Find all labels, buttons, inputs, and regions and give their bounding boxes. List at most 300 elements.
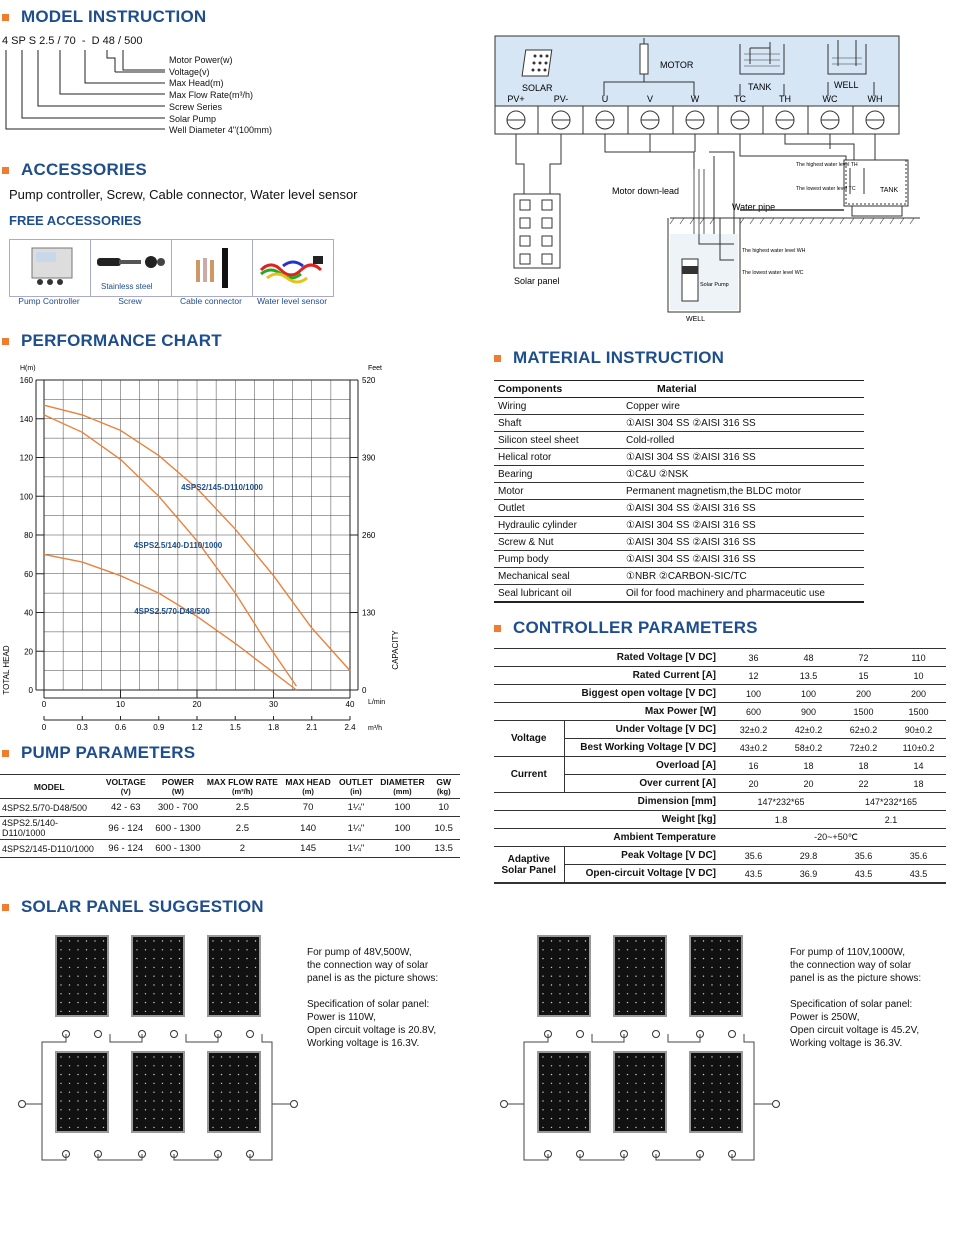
cell-dot (551, 1109, 552, 1110)
pump-cell: 96 - 124 (99, 840, 153, 858)
cell-dot (162, 984, 163, 985)
cell-dot (255, 940, 256, 941)
cell-dot (238, 976, 239, 977)
cell-dot (60, 1127, 61, 1128)
material-value: ①C&U ②NSK (622, 466, 864, 483)
cell-dot (103, 984, 104, 985)
cell-dot (94, 1002, 95, 1003)
solar-panel-icon (56, 1052, 108, 1132)
cell-dot (179, 967, 180, 968)
cell-dot (711, 1065, 712, 1066)
cell-dot (618, 949, 619, 950)
acc-label-sensor: Water level sensor (256, 296, 328, 306)
cell-dot (162, 1074, 163, 1075)
cell-dot (221, 1074, 222, 1075)
cell-dot (542, 1100, 543, 1101)
cell-dot (103, 940, 104, 941)
material-component: Outlet (494, 500, 622, 517)
pump-row (0, 799, 460, 817)
cell-dot (229, 1002, 230, 1003)
cell-dot (576, 940, 577, 941)
cell-dot (720, 1074, 721, 1075)
cell-dot (635, 967, 636, 968)
cell-dot (136, 1092, 137, 1093)
cell-dot (551, 949, 552, 950)
cell-dot (77, 949, 78, 950)
cell-dot (221, 1127, 222, 1128)
cell-dot (212, 967, 213, 968)
cell-dot (221, 940, 222, 941)
cell-dot (86, 1011, 87, 1012)
cell-dot (246, 1118, 247, 1119)
cell-dot (60, 984, 61, 985)
terminal-wc: WC (822, 94, 838, 104)
cell-dot (136, 984, 137, 985)
cell-dot (255, 1011, 256, 1012)
cell-dot (229, 984, 230, 985)
cell-dot (246, 1100, 247, 1101)
cell-dot (728, 1002, 729, 1003)
cell-dot (618, 976, 619, 977)
cell-dot (221, 1065, 222, 1066)
material-row (494, 534, 864, 551)
terminal-u: U (601, 94, 609, 104)
cell-dot (652, 1083, 653, 1084)
cell-dot (170, 949, 171, 950)
cell-dot (246, 949, 247, 950)
cell-dot (576, 976, 577, 977)
cell-dot (179, 1083, 180, 1084)
pump-cell: 4SPS2.5/70-D48/500 (0, 799, 99, 817)
cell-dot (179, 958, 180, 959)
cell-dot (153, 1002, 154, 1003)
cell-dot (94, 1100, 95, 1101)
cell-dot (618, 1065, 619, 1066)
cell-dot (246, 984, 247, 985)
y-tick-label: 60 (24, 569, 33, 579)
material-component: Bearing (494, 466, 622, 483)
water-level-sensor-image (252, 239, 334, 297)
material-row (494, 466, 864, 483)
cell-dot (229, 958, 230, 959)
cell-dot (153, 1074, 154, 1075)
cell-dot (711, 1083, 712, 1084)
cell-dot (551, 1100, 552, 1101)
solar-panel-icon (132, 1052, 184, 1132)
cell-dot (86, 1100, 87, 1101)
cell-dot (568, 984, 569, 985)
cell-dot (77, 967, 78, 968)
cell-dot (162, 1011, 163, 1012)
cell-dot (255, 1083, 256, 1084)
cell-dot (69, 940, 70, 941)
cell-dot (153, 1092, 154, 1093)
cell-dot (77, 1002, 78, 1003)
cell-dot (618, 967, 619, 968)
cell-dot (255, 1074, 256, 1075)
pump-cell: 4SPS2.5/140-D110/1000 (0, 817, 99, 840)
cell-dot (618, 1083, 619, 1084)
cell-dot (568, 1092, 569, 1093)
pump-header-unit: (in) (350, 787, 362, 796)
cell-dot (618, 1118, 619, 1119)
cell-dot (94, 1056, 95, 1057)
cell-dot (568, 1118, 569, 1119)
cell-dot (711, 949, 712, 950)
cell-dot (238, 940, 239, 941)
cell-dot (720, 940, 721, 941)
y-tick-label: 100 (19, 492, 33, 502)
cell-dot (69, 1002, 70, 1003)
cell-dot (145, 993, 146, 994)
cell-dot (77, 1118, 78, 1119)
cell-dot (212, 993, 213, 994)
material-component: Screw & Nut (494, 534, 622, 551)
cell-dot (585, 1109, 586, 1110)
cell-dot (652, 1065, 653, 1066)
cell-dot (728, 949, 729, 950)
cell-dot (585, 1065, 586, 1066)
cell-dot (60, 940, 61, 941)
cell-dot (703, 967, 704, 968)
cell-dot (737, 958, 738, 959)
x2-tick-label: 1.8 (267, 723, 280, 732)
label-solar: SOLAR (522, 83, 553, 93)
cell-dot (585, 1118, 586, 1119)
pump-in-well (682, 259, 698, 301)
cell-dot (103, 1002, 104, 1003)
x2-unit-label: m³/h (368, 725, 382, 732)
cell-dot (711, 940, 712, 941)
section-solar: SOLAR PANEL SUGGESTION (2, 897, 264, 917)
cell-dot (145, 958, 146, 959)
pump-header (0, 775, 460, 799)
cell-dot (136, 1056, 137, 1057)
cell-dot (694, 1065, 695, 1066)
cell-dot (737, 1109, 738, 1110)
cell-dot (153, 958, 154, 959)
table-row: Rated Current [A] 12 13.5 15 10 (494, 667, 946, 685)
cell-dot (69, 1065, 70, 1066)
cell-dot (103, 949, 104, 950)
cell-dot (652, 967, 653, 968)
pump-cell: 10.5 (427, 817, 460, 840)
solar-panel-box (514, 194, 560, 268)
cell-dot (179, 1109, 180, 1110)
cell-dot (77, 1127, 78, 1128)
cell-dot (737, 1100, 738, 1101)
x-tick-label: 10 (116, 700, 125, 709)
cell-dot (170, 940, 171, 941)
cell-dot (145, 967, 146, 968)
cell-dot (711, 1100, 712, 1101)
cell-dot (737, 1011, 738, 1012)
cell-dot (559, 984, 560, 985)
cell-dot (179, 984, 180, 985)
cell-dot (103, 1109, 104, 1110)
cell-dot (559, 1011, 560, 1012)
cell-dot (711, 1109, 712, 1110)
cell-dot (221, 1118, 222, 1119)
section-model: MODEL INSTRUCTION (2, 7, 206, 27)
label-tank-box: TANK (880, 187, 899, 194)
cell-dot (551, 976, 552, 977)
cell-dot (728, 1127, 729, 1128)
material-row (494, 568, 864, 585)
cell-dot (635, 1083, 636, 1084)
cell-dot (576, 1118, 577, 1119)
cell-dot (136, 1118, 137, 1119)
cell-dot (661, 1002, 662, 1003)
cell-dot (246, 1074, 247, 1075)
cell-dot (737, 984, 738, 985)
cell-dot (103, 993, 104, 994)
material-component: Mechanical seal (494, 568, 622, 585)
y2-tick-label: 520 (362, 376, 376, 385)
acc-label-cable: Cable connector (180, 296, 242, 306)
cell-dot (661, 940, 662, 941)
y2-tick-label: 390 (362, 453, 376, 463)
cell-dot (568, 1002, 569, 1003)
cell-dot (694, 940, 695, 941)
cell-dot (86, 1065, 87, 1066)
cell-dot (162, 1065, 163, 1066)
cell-dot (246, 1011, 247, 1012)
label-motor-down-lead: Motor down-lead (612, 186, 680, 196)
cell-dot (229, 976, 230, 977)
cell-dot (542, 993, 543, 994)
cell-dot (728, 1011, 729, 1012)
cell-dot (103, 967, 104, 968)
solar-panel-icon (132, 936, 184, 1016)
cell-dot (644, 984, 645, 985)
cell-dot (179, 1002, 180, 1003)
cell-dot (77, 1092, 78, 1093)
cell-dot (703, 958, 704, 959)
cell-dot (238, 1118, 239, 1119)
cell-dot (221, 993, 222, 994)
cell-dot (238, 1074, 239, 1075)
cell-dot (728, 1092, 729, 1093)
cell-dot (542, 1127, 543, 1128)
cell-dot (627, 1083, 628, 1084)
cell-dot (162, 949, 163, 950)
label-pump: Solar Pump (700, 282, 729, 288)
cell-dot (145, 1011, 146, 1012)
cell-dot (720, 1109, 721, 1110)
cell-dot (711, 1118, 712, 1119)
cell-dot (136, 958, 137, 959)
pump-cell: 10 (427, 799, 460, 817)
cell-dot (238, 949, 239, 950)
cell-dot (644, 949, 645, 950)
pump-cell: 100 (378, 799, 428, 817)
wiring-diagram (494, 34, 924, 324)
cell-dot (238, 993, 239, 994)
cell-dot (145, 1083, 146, 1084)
terminal-icon (95, 1031, 102, 1038)
cell-dot (162, 993, 163, 994)
cell-dot (627, 949, 628, 950)
material-component: Silicon steel sheet (494, 432, 622, 449)
cell-dot (728, 1065, 729, 1066)
cell-dot (60, 1118, 61, 1119)
cell-dot (179, 1092, 180, 1093)
cell-dot (551, 1065, 552, 1066)
cell-dot (720, 958, 721, 959)
cell-dot (568, 1100, 569, 1101)
y-tick-label: 0 (28, 686, 33, 695)
pump-cell: 145 (282, 840, 335, 858)
cell-dot (585, 1092, 586, 1093)
material-component: Motor (494, 483, 622, 500)
cell-dot (60, 949, 61, 950)
x2-tick-label: 0.6 (114, 723, 127, 732)
cell-dot (212, 949, 213, 950)
cell-dot (568, 1127, 569, 1128)
cell-dot (94, 993, 95, 994)
cell-dot (170, 1083, 171, 1084)
cell-dot (238, 958, 239, 959)
cell-dot (229, 993, 230, 994)
terminal-th: TH (779, 94, 791, 104)
pump-controller-image (9, 239, 91, 297)
cell-dot (153, 940, 154, 941)
cell-dot (694, 1011, 695, 1012)
cell-dot (94, 1011, 95, 1012)
material-row (494, 500, 864, 517)
cell-dot (221, 1011, 222, 1012)
cell-dot (635, 1065, 636, 1066)
cell-dot (644, 1011, 645, 1012)
cell-dot (145, 1002, 146, 1003)
material-row (494, 398, 864, 415)
cell-dot (60, 1002, 61, 1003)
cell-dot (229, 1074, 230, 1075)
cell-dot (212, 940, 213, 941)
cell-dot (86, 984, 87, 985)
cell-dot (635, 958, 636, 959)
pump-header-unit: (kg) (436, 787, 451, 796)
cell-dot (661, 1074, 662, 1075)
cell-dot (576, 1109, 577, 1110)
cell-dot (86, 1002, 87, 1003)
material-header-components: Components (494, 381, 622, 398)
cell-dot (559, 1002, 560, 1003)
solar-panel-icon (690, 1052, 742, 1132)
cell-dot (542, 1109, 543, 1110)
cell-dot (246, 1056, 247, 1057)
solar-panel-icon (614, 936, 666, 1016)
terminal-pv-plus: PV+ (507, 94, 525, 104)
table-row: Over current [A] 20 20 22 18 (494, 775, 946, 793)
cell-dot (246, 1092, 247, 1093)
cell-dot (694, 1056, 695, 1057)
cell-dot (229, 1083, 230, 1084)
cell-dot (551, 1092, 552, 1093)
cell-dot (179, 1074, 180, 1075)
cell-dot (618, 984, 619, 985)
cell-dot (94, 1118, 95, 1119)
cell-dot (703, 1083, 704, 1084)
cell-dot (711, 1074, 712, 1075)
cell-dot (568, 1011, 569, 1012)
cell-dot (661, 993, 662, 994)
cell-dot (179, 976, 180, 977)
terminal-icon (729, 1031, 736, 1038)
cell-dot (711, 1092, 712, 1093)
solar-panel-icon (614, 1052, 666, 1132)
cell-dot (86, 1127, 87, 1128)
cell-dot (238, 967, 239, 968)
pump-header-cell (378, 775, 428, 799)
cell-dot (238, 1092, 239, 1093)
cell-dot (153, 1083, 154, 1084)
cell-dot (145, 1065, 146, 1066)
cell-dot (711, 1127, 712, 1128)
cell-dot (69, 1092, 70, 1093)
pump-cell: 2.5 (203, 799, 282, 817)
cell-dot (661, 1065, 662, 1066)
x2-tick-label: 1.5 (229, 723, 241, 732)
y-tick-label: 160 (19, 376, 33, 385)
cell-dot (720, 1092, 721, 1093)
cell-dot (585, 1127, 586, 1128)
y2-tick-label: 260 (362, 531, 376, 540)
cell-dot (694, 1074, 695, 1075)
cell-dot (255, 1109, 256, 1110)
cell-dot (77, 1056, 78, 1057)
cell-dot (652, 940, 653, 941)
cell-dot (576, 1083, 577, 1084)
cell-dot (221, 1056, 222, 1057)
cell-dot (635, 1127, 636, 1128)
model-legend: Motor Power(w) Voltage(v) Max Head(m) Max Flow Rate(m³/h) Screw Series Solar Pump Well Diameter 4"(100mm) (169, 55, 273, 136)
cell-dot (246, 940, 247, 941)
section-controller: CONTROLLER PARAMETERS (494, 618, 758, 638)
material-value: ①AISI 304 SS ②AISI 316 SS (622, 449, 864, 466)
pump-header-label: MODEL (33, 781, 65, 792)
cell-dot (627, 1056, 628, 1057)
cell-dot (86, 993, 87, 994)
cell-dot (703, 1092, 704, 1093)
cell-dot (635, 1118, 636, 1119)
cell-dot (212, 1002, 213, 1003)
cell-dot (576, 993, 577, 994)
cell-dot (703, 949, 704, 950)
cell-dot (703, 1074, 704, 1075)
terminal-minus-icon (773, 1101, 780, 1108)
cell-dot (559, 1065, 560, 1066)
cell-dot (69, 1118, 70, 1119)
cell-dot (694, 1127, 695, 1128)
pump-header-label: VOLTAGE (105, 777, 146, 787)
cell-dot (229, 1092, 230, 1093)
cell-dot (94, 1074, 95, 1075)
controller-table (494, 648, 946, 884)
cell-dot (145, 976, 146, 977)
solar-layout-left (12, 932, 302, 1172)
cell-dot (627, 993, 628, 994)
cell-dot (652, 1002, 653, 1003)
cell-dot (103, 1065, 104, 1066)
label-tank-high: The highest water level TH (796, 162, 858, 168)
material-row (494, 585, 864, 603)
pump-header-label: MAX FLOW RATE (206, 777, 278, 787)
cell-dot (585, 1083, 586, 1084)
cell-dot (136, 967, 137, 968)
cell-dot (162, 958, 163, 959)
